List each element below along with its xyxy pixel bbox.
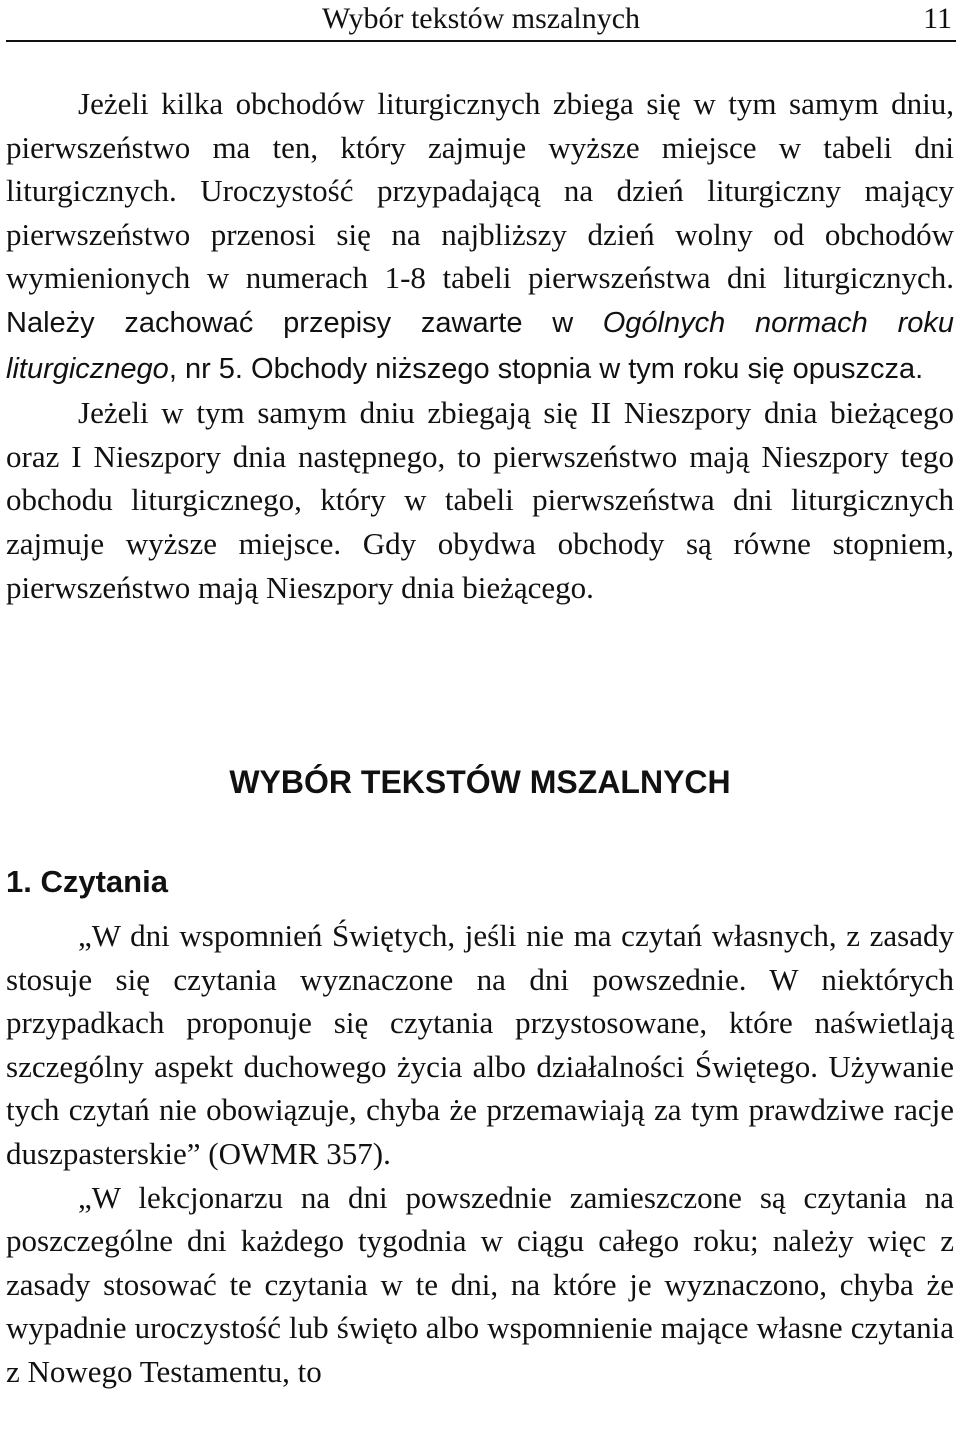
paragraph-owmr-quote: „W dni wspomnień Świętych, jeśli nie ma czytań własnych, z zasady stosuje się czytania wyznaczone na dni powszednie. W niektórych przypadkach proponuje się czytania przystosowane, które naświetlają szczególny aspekt duchowego życia albo działalności Świętego. Używanie tych czytań nie obowiązuje, chyba że przemawiają za tym prawdziwe racje duszpasterskie” (OWMR 357). (6, 918, 954, 1171)
paragraph-vespers: Jeżeli w tym samym dniu zbiegają się II Nieszpory dnia bieżącego oraz I Nieszpory dnia następnego, to pierwszeństwo mają Nieszpory tego obchodu liturgicznego, który w tabeli pierwszeństwa dni liturgicznych zajmuje wyższe miejsce. Gdy obydwa obchody są równe stopniem, pierwszeństwo mają Nieszpory dnia bieżącego. (6, 395, 954, 605)
body-text-top (6, 82, 954, 609)
paragraph-precedence (6, 82, 954, 391)
paragraph-precedence-part-4: , nr 5. Obchody niższego stopnia w tym roku się opuszcza. (168, 352, 924, 385)
section-heading: WYBÓR TEKSTÓW MSZALNYCH (229, 764, 731, 800)
subsection-heading: 1. Czytania (6, 864, 168, 899)
body-text-bottom (6, 914, 954, 1394)
paragraph-precedence-part-2: Należy zachować przepisy zawarte w (6, 306, 574, 339)
paragraph-precedence-part-1: Jeżeli kilka obchodów liturgicznych zbiega się w tym samym dniu, pierwszeństwo ma ten, który zajmuje wyższe miejsce w tabeli dni liturgicznych. Uroczystość przypadającą na dzień liturgiczny mający pierwszeństwo przenosi się na najbliższy dzień wolny od obchodów wymienionych w numerach 1-8 tabeli pierwszeństwa dni liturgicznych. (6, 86, 954, 296)
running-header (6, 0, 956, 42)
paragraph-lectionary: „W lekcjonarzu na dni powszednie zamieszczone są czytania na poszczególne dni każdego tygodnia w ciągu całego roku; należy więc z zasady stosować te czytania w te dni, na które je wyznaczono, chyba że wypadnie uroczystość lub święto albo wspomnienie mające własne czytania z Nowego Testamentu, to (6, 1179, 954, 1389)
cited-document-title: Ogólnych normach roku liturgicznego (6, 306, 955, 385)
page-number: 11 (923, 2, 952, 35)
running-title: Wybór tekstów mszalnych (321, 2, 641, 35)
